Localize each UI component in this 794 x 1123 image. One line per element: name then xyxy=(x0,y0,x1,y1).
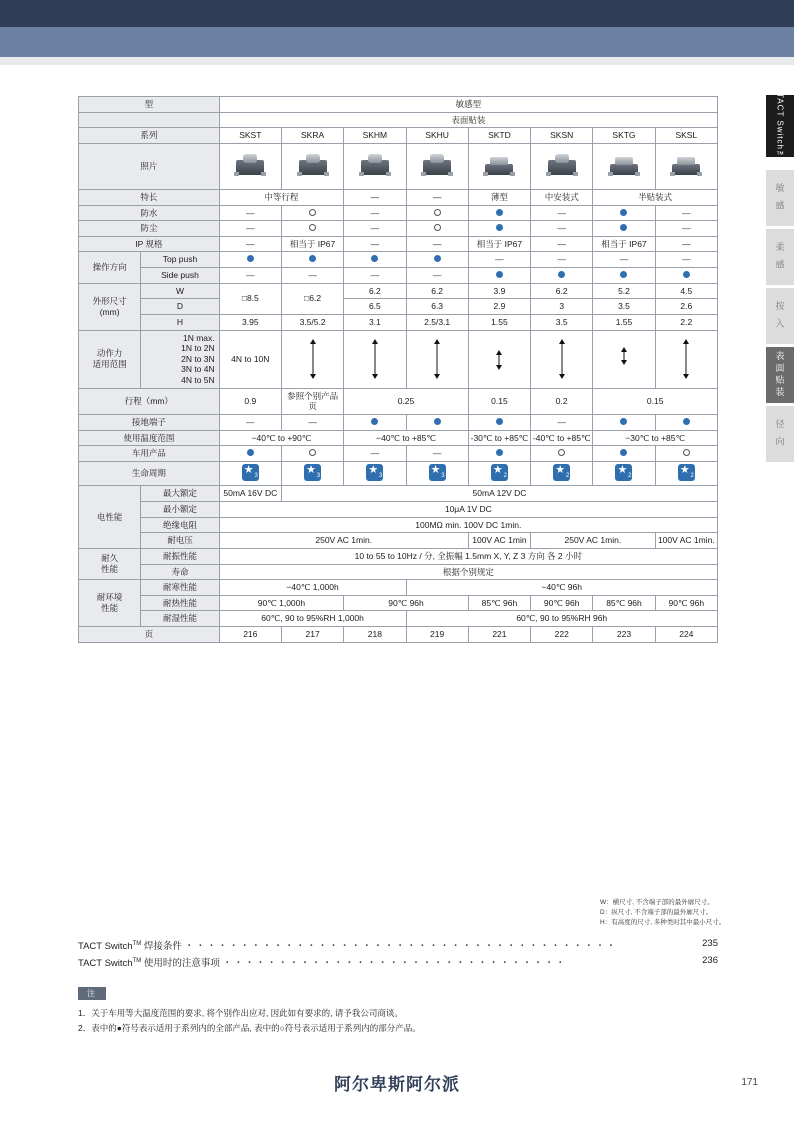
waterproof-skst: — xyxy=(219,205,281,221)
side-tab-soft[interactable]: 柔 感 xyxy=(766,229,794,285)
humidity-label: 耐湿性能 xyxy=(141,611,219,627)
waterproof-label: 防水 xyxy=(79,205,220,221)
force-range-arrow xyxy=(657,337,716,381)
w-sktg: 5.2 xyxy=(593,283,655,299)
series-skhm: SKHM xyxy=(344,128,406,144)
waterproof-skra xyxy=(281,205,343,221)
photo-sksl xyxy=(655,143,717,189)
h-sksn: 3.5 xyxy=(531,314,593,330)
life-sksn xyxy=(531,461,593,486)
auto-sktg xyxy=(593,446,655,462)
toc-dots: ・・・・・・・・・・・・・・・・・・・・・・・・・・・・・・・ xyxy=(222,958,567,969)
temp-2: −40℃ to +85℃ xyxy=(344,430,469,446)
table-row-humidity xyxy=(79,611,718,627)
dustproof-sktg xyxy=(593,221,655,237)
vibration-label: 耐振性能 xyxy=(141,548,219,564)
toc-page-precautions: 236 xyxy=(702,955,718,966)
dustproof-skhm: — xyxy=(344,221,406,237)
life-label: 寿命 xyxy=(141,564,219,580)
waterproof-sksl: — xyxy=(655,205,717,221)
photo-sktd xyxy=(468,143,530,189)
waterproof-sktd xyxy=(468,205,530,221)
force-sksl xyxy=(655,330,717,388)
table-row-waterproof xyxy=(79,205,718,221)
series-sksl: SKSL xyxy=(655,128,717,144)
switch-photo-icon xyxy=(234,152,266,178)
humidity-1: 60℃, 90 to 95%RH 1,000h xyxy=(219,611,406,627)
table-row-d xyxy=(79,299,718,315)
side-push-sksn xyxy=(531,268,593,284)
ip-sktd: 相当于 IP67 xyxy=(468,236,530,252)
min-rating-value: 10μA 1V DC xyxy=(219,502,717,518)
terminal-label: 接地端子 xyxy=(79,414,220,430)
table-row-max-rating xyxy=(79,486,718,502)
switch-photo-icon xyxy=(297,152,329,178)
feature-3: — xyxy=(406,189,468,205)
force-skra xyxy=(281,330,343,388)
star-badge-icon: ★ 3 xyxy=(368,463,383,480)
force-skhm xyxy=(344,330,406,388)
series-label: 系列 xyxy=(79,128,220,144)
force-sktg xyxy=(593,330,655,388)
table-row-travel xyxy=(79,388,718,414)
dustproof-skhu xyxy=(406,221,468,237)
star-badge-icon: ★ 2 xyxy=(555,463,570,480)
type-label: 型 xyxy=(79,97,220,113)
w-sktd: 3.9 xyxy=(468,283,530,299)
terminal-sksl xyxy=(655,414,717,430)
note-tag: 注 xyxy=(78,987,106,1000)
photo-label: 照片 xyxy=(79,143,220,189)
d-skhu: 6.3 xyxy=(406,299,468,315)
feature-5: 中安装式 xyxy=(531,189,593,205)
waterproof-sktg xyxy=(593,205,655,221)
mount-value: 表面贴装 xyxy=(219,112,717,128)
side-tab-surface-mount[interactable]: 表面贴装 xyxy=(766,347,794,403)
h-sksl: 2.2 xyxy=(655,314,717,330)
feature-2: — xyxy=(344,189,406,205)
note-line-2: 2．表中的●符号表示适用于系列内的全部产品, 表中的○符号表示适用于系列内的部分产品。 xyxy=(78,1022,421,1033)
heat-label: 耐热性能 xyxy=(141,595,219,611)
table-row-feature xyxy=(79,189,718,205)
cold-2: −40℃ 96h xyxy=(406,580,718,596)
dustproof-label: 防尘 xyxy=(79,221,220,237)
h-sktg: 1.55 xyxy=(593,314,655,330)
insulation-label: 绝缘电阻 xyxy=(141,517,219,533)
heat-6: 90℃ 96h xyxy=(655,595,717,611)
table-row-dustproof xyxy=(79,221,718,237)
force-label: 动作力 适用范围 xyxy=(79,330,141,388)
insulation-value: 100MΩ min. 100V DC 1min. xyxy=(219,517,717,533)
w-skra: □6.2 xyxy=(281,283,343,314)
life-skst xyxy=(219,461,281,486)
table-row-series xyxy=(79,128,718,144)
travel-sksn: 0.2 xyxy=(531,388,593,414)
photo-sktg xyxy=(593,143,655,189)
w-sksl: 4.5 xyxy=(655,283,717,299)
dustproof-skra xyxy=(281,221,343,237)
max-rating-rest: 50mA 12V DC xyxy=(281,486,717,502)
force-sktd xyxy=(468,330,530,388)
side-push-skhu: — xyxy=(406,268,468,284)
force-range-arrow xyxy=(594,337,653,381)
ip-skhu: — xyxy=(406,236,468,252)
table-row-withstand xyxy=(79,533,718,549)
side-tab-sensitive[interactable]: 敏 感 xyxy=(766,170,794,226)
feature-1: 中等行程 xyxy=(219,189,344,205)
switch-photo-icon xyxy=(670,152,702,178)
star-badge-icon: ★ 3 xyxy=(306,463,321,480)
series-sktd: SKTD xyxy=(468,128,530,144)
toc-label-soldering: TACT Switch xyxy=(78,941,133,952)
side-push-sktg xyxy=(593,268,655,284)
d-label: D xyxy=(141,299,219,315)
header-gray-band xyxy=(0,57,794,65)
direction-label: 操作方向 xyxy=(79,252,141,283)
side-push-skra: — xyxy=(281,268,343,284)
terminal-sktg xyxy=(593,414,655,430)
temp-1: −40℃ to +90℃ xyxy=(219,430,344,446)
table-row-type xyxy=(79,97,718,113)
waterproof-sksn: — xyxy=(531,205,593,221)
page-skra[interactable]: 217 xyxy=(281,627,343,643)
auto-skhm: — xyxy=(344,446,406,462)
withstand-4: 100V AC 1min. xyxy=(655,533,717,549)
terminal-skst: — xyxy=(219,414,281,430)
automotive-label: 车用产品 xyxy=(79,446,220,462)
table-row-photo xyxy=(79,143,718,189)
humidity-2: 60℃, 90 to 95%RH 96h xyxy=(406,611,718,627)
max-rating-label: 最大额定 xyxy=(141,486,219,502)
h-skhu: 2.5/3.1 xyxy=(406,314,468,330)
force-skst: 4N to 10N xyxy=(219,330,281,388)
star-badge-icon: ★ 3 xyxy=(243,463,258,480)
heat-1: 90℃ 1,000h xyxy=(219,595,344,611)
footnote-w: W：横尺寸, 不含端子部的最外廓尺寸。 xyxy=(600,899,714,906)
travel-label: 行程（mm） xyxy=(79,388,220,414)
max-rating-skst: 50mA 16V DC xyxy=(219,486,281,502)
top-push-skst xyxy=(219,252,281,268)
auto-skhu: — xyxy=(406,446,468,462)
ip-label: IP 规格 xyxy=(79,236,220,252)
heat-2: 90℃ 96h xyxy=(344,595,469,611)
travel-sktd: 0.15 xyxy=(468,388,530,414)
page-skst[interactable]: 216 xyxy=(219,627,281,643)
top-push-sktd: — xyxy=(468,252,530,268)
withstand-1: 250V AC 1min. xyxy=(219,533,468,549)
side-push-sksl xyxy=(655,268,717,284)
auto-sksn xyxy=(531,446,593,462)
dustproof-sksn: — xyxy=(531,221,593,237)
ip-skhm: — xyxy=(344,236,406,252)
life-skra xyxy=(281,461,343,486)
top-push-sksl: — xyxy=(655,252,717,268)
w-skst: □8.5 xyxy=(219,283,281,314)
dimension-label: 外形尺寸 (mm) xyxy=(79,283,141,330)
d-skhm: 6.5 xyxy=(344,299,406,315)
force-skhu xyxy=(406,330,468,388)
switch-photo-icon xyxy=(546,152,578,178)
ip-sksn: — xyxy=(531,236,593,252)
terminal-sktd xyxy=(468,414,530,430)
page-sksl[interactable]: 224 xyxy=(655,627,717,643)
top-push-skhu xyxy=(406,252,468,268)
d-sksl: 2.6 xyxy=(655,299,717,315)
h-skst: 3.95 xyxy=(219,314,281,330)
temp-4: -40℃ to +85℃ xyxy=(531,430,593,446)
h-skra: 3.5/5.2 xyxy=(281,314,343,330)
dustproof-skst: — xyxy=(219,221,281,237)
table-row-top-push xyxy=(79,252,718,268)
side-push-skhm: — xyxy=(344,268,406,284)
force-range-arrow xyxy=(470,337,529,381)
table-row-temperature xyxy=(79,430,718,446)
d-sktd: 2.9 xyxy=(468,299,530,315)
force-range-arrow xyxy=(532,337,591,381)
table-row-w xyxy=(79,283,718,299)
ip-sktg: 相当于 IP67 xyxy=(593,236,655,252)
series-sktg: SKTG xyxy=(593,128,655,144)
table-row-life xyxy=(79,564,718,580)
table-row-insulation xyxy=(79,517,718,533)
ip-skst: — xyxy=(219,236,281,252)
note-line-1: 1．关于车用等大温度范围的要求, 将个别作出应对, 因此如有要求的, 请予我公司商谈。 xyxy=(78,1008,403,1018)
footnote-h: H：有高度的尺寸, 多种类时其中最小尺寸。 xyxy=(600,918,726,926)
photo-skst xyxy=(219,143,281,189)
dustproof-sksl: — xyxy=(655,221,717,237)
heat-3: 85℃ 96h xyxy=(468,595,530,611)
h-skhm: 3.1 xyxy=(344,314,406,330)
table-row-h xyxy=(79,314,718,330)
top-push-skhm xyxy=(344,252,406,268)
terminal-skhu xyxy=(406,414,468,430)
force-sksn xyxy=(531,330,593,388)
travel-skhm-skhu: 0.25 xyxy=(344,388,469,414)
cold-label: 耐寒性能 xyxy=(141,580,219,596)
top-push-label: Top push xyxy=(141,252,219,268)
w-label: W xyxy=(141,283,219,299)
spec-table-container xyxy=(78,96,718,643)
d-sktg: 3.5 xyxy=(593,299,655,315)
min-rating-label: 最小额定 xyxy=(141,502,219,518)
page-number: 171 xyxy=(741,1077,758,1088)
side-tab-title xyxy=(766,92,794,160)
life-sksl xyxy=(655,461,717,486)
page-sktd[interactable]: 221 xyxy=(468,627,530,643)
side-tab-radial[interactable]: 径 向 xyxy=(766,406,794,462)
environment-group-label: 耐环境 性能 xyxy=(79,580,141,627)
toc-item-soldering[interactable]: 235 TACT Switch™ 焊接条件 ・・・・・・・・・・・・・・・・・・・・・・・・・・・・・・・・・・・・・・・ xyxy=(78,938,718,952)
auto-sksl xyxy=(655,446,717,462)
switch-photo-icon xyxy=(421,152,453,178)
page-skhm[interactable]: 218 xyxy=(344,627,406,643)
table-row-side-push xyxy=(79,268,718,284)
waterproof-skhu xyxy=(406,205,468,221)
table-row-ip xyxy=(79,236,718,252)
header-blue-band xyxy=(0,27,794,57)
mount-label xyxy=(79,112,220,128)
life-value: 根据个别规定 xyxy=(219,564,717,580)
feature-label: 特长 xyxy=(79,189,220,205)
top-push-sktg: — xyxy=(593,252,655,268)
series-skra: SKRA xyxy=(281,128,343,144)
force-range-arrow xyxy=(408,337,467,381)
force-scale: 1N max. 1N to 2N 2N to 3N 3N to 4N 4N to 5N xyxy=(141,330,219,388)
feature-6: 半贴装式 xyxy=(593,189,718,205)
toc-page-soldering: 235 xyxy=(702,938,718,949)
star-badge-icon: ★ 3 xyxy=(430,463,445,480)
series-skhu: SKHU xyxy=(406,128,468,144)
auto-sktd xyxy=(468,446,530,462)
side-tab-strip xyxy=(766,92,794,462)
toc-item-precautions[interactable]: 236 TACT Switch™ 使用时的注意事项 ・・・・・・・・・・・・・・・・・・・・・・・・・・・・・・・ xyxy=(78,955,718,969)
life-sktd xyxy=(468,461,530,486)
photo-skra xyxy=(281,143,343,189)
top-push-skra xyxy=(281,252,343,268)
life-skhm xyxy=(344,461,406,486)
w-skhu: 6.2 xyxy=(406,283,468,299)
table-row-force xyxy=(79,330,718,388)
type-value: 敏感型 xyxy=(219,97,717,113)
durability-group-label: 耐久 性能 xyxy=(79,548,141,579)
terminal-skhm xyxy=(344,414,406,430)
temperature-label: 使用温度范围 xyxy=(79,430,220,446)
travel-skra: 参照个别产品页 xyxy=(281,388,343,414)
d-sksn: 3 xyxy=(531,299,593,315)
series-skst: SKST xyxy=(219,128,281,144)
spec-table xyxy=(78,96,718,643)
heat-4: 90℃ 96h xyxy=(531,595,593,611)
temp-3: -30℃ to +85℃ xyxy=(468,430,530,446)
side-push-skst: — xyxy=(219,268,281,284)
page-sktg[interactable]: 223 xyxy=(593,627,655,643)
temp-5: −30℃ to +85℃ xyxy=(593,430,718,446)
toc-label-precautions: TACT Switch xyxy=(78,958,133,969)
toc-dots: ・・・・・・・・・・・・・・・・・・・・・・・・・・・・・・・・・・・・・・・ xyxy=(184,941,618,952)
side-push-label: Side push xyxy=(141,268,219,284)
w-skhm: 6.2 xyxy=(344,283,406,299)
switch-photo-icon xyxy=(483,152,515,178)
star-badge-icon: ★ 2 xyxy=(617,463,632,480)
travel-skst: 0.9 xyxy=(219,388,281,414)
withstand-3: 250V AC 1min. xyxy=(531,533,656,549)
vibration-value: 10 to 55 to 10Hz / 分, 全振幅 1.5mm X, Y, Z 3 方向 各 2 小时 xyxy=(219,548,717,564)
photo-skhm xyxy=(344,143,406,189)
side-push-sktd xyxy=(468,268,530,284)
cold-1: −40℃ 1,000h xyxy=(219,580,406,596)
table-row-terminal xyxy=(79,414,718,430)
note-body xyxy=(78,1006,718,1036)
waterproof-skhm: — xyxy=(344,205,406,221)
switch-photo-icon xyxy=(359,152,391,178)
terminal-skra: — xyxy=(281,414,343,430)
h-sktd: 1.55 xyxy=(468,314,530,330)
table-row-vibration xyxy=(79,548,718,564)
side-tab-push[interactable]: 按 入 xyxy=(766,288,794,344)
photo-skhu xyxy=(406,143,468,189)
force-range-arrow xyxy=(283,337,342,381)
auto-skst xyxy=(219,446,281,462)
switch-photo-icon xyxy=(608,152,640,178)
withstand-2: 100V AC 1min xyxy=(468,533,530,549)
photo-sksn xyxy=(531,143,593,189)
top-push-sksn: — xyxy=(531,252,593,268)
withstand-label: 耐电压 xyxy=(141,533,219,549)
table-row-heat xyxy=(79,595,718,611)
lifecycle-label: 生命周期 xyxy=(79,461,220,486)
table-row-automotive xyxy=(79,446,718,462)
terminal-sksn: — xyxy=(531,414,593,430)
h-label: H xyxy=(141,314,219,330)
ip-skra: 相当于 IP67 xyxy=(281,236,343,252)
header-dark-band xyxy=(0,0,794,27)
brand-logo: 阿尔卑斯阿尔派 xyxy=(334,1075,460,1094)
electrical-group-label: 电性能 xyxy=(79,486,141,549)
page-skhu[interactable]: 219 xyxy=(406,627,468,643)
star-badge-icon: ★ 2 xyxy=(679,463,694,480)
table-row-min-rating xyxy=(79,502,718,518)
heat-5: 85℃ 96h xyxy=(593,595,655,611)
ip-sksl: — xyxy=(655,236,717,252)
force-range-arrow xyxy=(345,337,404,381)
star-badge-icon: ★ 2 xyxy=(492,463,507,480)
w-sksn: 6.2 xyxy=(531,283,593,299)
table-row-cold xyxy=(79,580,718,596)
footnote-d: D：纵尺寸, 不含端子部的最外廓尺寸。 xyxy=(600,908,713,916)
footnotes xyxy=(600,898,740,927)
auto-skra xyxy=(281,446,343,462)
dustproof-sktd xyxy=(468,221,530,237)
series-sksn: SKSN xyxy=(531,128,593,144)
travel-sktg-sksl: 0.15 xyxy=(593,388,718,414)
note-section xyxy=(78,983,718,1036)
life-skhu xyxy=(406,461,468,486)
table-row-page xyxy=(79,627,718,643)
page-sksn[interactable]: 222 xyxy=(531,627,593,643)
page-label: 页 xyxy=(79,627,220,643)
feature-4: 薄型 xyxy=(468,189,530,205)
side-tab-title-label: TACT Switch™ xyxy=(775,92,785,160)
table-row-lifecycle xyxy=(79,461,718,486)
life-sktg xyxy=(593,461,655,486)
table-row-mount xyxy=(79,112,718,128)
